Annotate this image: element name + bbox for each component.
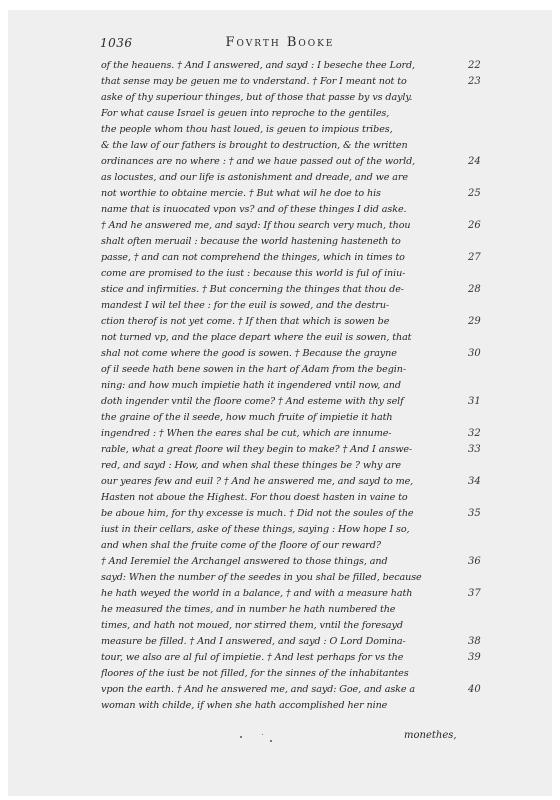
text-line	[8, 634, 552, 650]
verse-number: 32	[468, 428, 481, 439]
line-text: ordinances are no where : † and we haue passed out of the world,	[101, 156, 416, 167]
text-line	[8, 522, 552, 538]
line-text: mandest I wil tel thee : for the euil is sowed, and the destru-	[101, 300, 390, 311]
verse-number: 28	[468, 284, 481, 295]
text-line	[8, 106, 552, 122]
page-header	[8, 32, 552, 54]
text-line	[8, 698, 552, 714]
text-line	[8, 346, 552, 362]
text-line	[8, 282, 552, 298]
line-text: & the law of our fathers is brought to destruction, & the written	[101, 140, 408, 151]
text-line	[8, 330, 552, 346]
ink-speck	[240, 736, 242, 738]
line-text: not turned vp, and the place depart where the euil is sowen, that	[101, 332, 412, 343]
text-line	[8, 234, 552, 250]
verse-number: 33	[468, 444, 481, 455]
line-text: doth ingender vntil the floore come? † And esteme with thy self	[101, 396, 404, 407]
line-text: name that is inuocated vpon vs? and of these thinges I did aske.	[101, 204, 407, 215]
text-line	[8, 586, 552, 602]
line-text: and when shal the fruite come of the floore of our reward?	[101, 540, 381, 551]
line-text: not worthie to obtaine mercie. † But what wil he doe to his	[101, 188, 381, 199]
text-line	[8, 250, 552, 266]
line-text: sayd: When the number of the seedes in you shal be filled, because	[101, 572, 422, 583]
text-line	[8, 650, 552, 666]
text-line	[8, 362, 552, 378]
text-line	[8, 490, 552, 506]
line-text: vpon the earth. † And he answered me, and sayd: Goe, and aske a	[101, 684, 416, 695]
verse-number: 22	[468, 60, 481, 71]
text-line	[8, 426, 552, 442]
text-line	[8, 618, 552, 634]
catchword: monethes,	[404, 730, 457, 741]
verse-number: 29	[468, 316, 481, 327]
book-page	[8, 10, 552, 796]
text-line	[8, 74, 552, 90]
text-line	[8, 410, 552, 426]
text-line	[8, 138, 552, 154]
line-text: he hath weyed the world in a balance, † and with a measure hath	[101, 588, 413, 599]
text-line	[8, 266, 552, 282]
text-line	[8, 90, 552, 106]
text-line	[8, 298, 552, 314]
line-text: aske of thy superiour thinges, but of those that passe by vs dayly.	[101, 92, 413, 103]
page-number: 1036	[100, 36, 133, 50]
line-text: measure be filled. † And I answered, and sayd : O Lord Domina-	[101, 636, 406, 647]
text-line	[8, 314, 552, 330]
line-text: stice and infirmities. † But concerning the thinges that thou de-	[101, 284, 404, 295]
line-text: shalt often meruail : because the world hastening hasteneth to	[101, 236, 401, 247]
text-line	[8, 458, 552, 474]
text-line	[8, 538, 552, 554]
line-text: our yeares few and euil ? † And he answered me, and sayd to me,	[101, 476, 414, 487]
verse-number: 24	[468, 156, 481, 167]
text-line	[8, 122, 552, 138]
text-line	[8, 570, 552, 586]
running-head: Fovrth Booke	[225, 35, 335, 50]
line-text: For what cause Israel is geuen into reproche to the gentiles,	[101, 108, 390, 119]
line-text: woman with childe, if when she hath accomplished her nine	[101, 700, 388, 711]
text-line	[8, 666, 552, 682]
line-text: the graine of the il seede, how much fruite of impietie it hath	[101, 412, 393, 423]
verse-number: 34	[468, 476, 481, 487]
text-line	[8, 186, 552, 202]
line-text: iust in their cellars, aske of these things, saying : How hope I so,	[101, 524, 410, 535]
line-text: ingendred : † When the eares shal be cut, which are innume-	[101, 428, 392, 439]
line-text: he measured the times, and in number he hath numbered the	[101, 604, 396, 615]
line-text: be aboue him, for thy excesse is much. † Did not the soules of the	[101, 508, 414, 519]
verse-number: 35	[468, 508, 481, 519]
line-text: that sense may be geuen me to vnderstand. † For I meant not to	[101, 76, 407, 87]
line-text: ning: and how much impietie hath it ingendered vntil now, and	[101, 380, 401, 391]
line-text: rable, what a great floore wil they begin to make? † And I answe-	[101, 444, 413, 455]
verse-number: 26	[468, 220, 481, 231]
text-line	[8, 506, 552, 522]
text-line	[8, 58, 552, 74]
line-text: tour, we also are al ful of impietie. † And lest perhaps for vs the	[101, 652, 404, 663]
text-line	[8, 442, 552, 458]
text-line	[8, 378, 552, 394]
verse-number: 27	[468, 252, 481, 263]
text-line	[8, 554, 552, 570]
line-text: come are promised to the iust : because this world is ful of iniu-	[101, 268, 406, 279]
line-text: † And Ieremiel the Archangel answered to those things, and	[101, 556, 388, 567]
verse-number: 36	[468, 556, 481, 567]
verse-number: 30	[468, 348, 481, 359]
verse-number: 25	[468, 188, 481, 199]
verse-number: 38	[468, 636, 481, 647]
text-line	[8, 682, 552, 698]
verse-number: 31	[468, 396, 481, 407]
line-text: the people whom thou hast loued, is geuen to impious tribes,	[101, 124, 393, 135]
line-text: as locustes, and our life is astonishment and dreade, and we are	[101, 172, 408, 183]
line-text: shal not come where the good is sowen. † Because the grayne	[101, 348, 397, 359]
line-text: of the heauens. † And I answered, and sayd : I beseche thee Lord,	[101, 60, 415, 71]
verse-number: 39	[468, 652, 481, 663]
line-text: of il seede hath bene sowen in the hart of Adam from the begin-	[101, 364, 406, 375]
line-text: † And he answered me, and sayd: If thou search very much, thou	[101, 220, 411, 231]
text-line	[8, 474, 552, 490]
text-line	[8, 154, 552, 170]
verse-number: 40	[468, 684, 481, 695]
line-text: ction therof is not yet come. † If then that which is sowen be	[101, 316, 390, 327]
line-text: floores of the iust be not filled, for the sinnes of the inhabitantes	[101, 668, 409, 679]
line-text: red, and sayd : How, and when shal these thinges be ? why are	[101, 460, 402, 471]
text-line	[8, 218, 552, 234]
body-text	[8, 58, 552, 714]
line-text: Hasten not aboue the Highest. For thou doest hasten in vaine to	[101, 492, 408, 503]
text-line	[8, 602, 552, 618]
line-text: passe, † and can not comprehend the thinges, which in times to	[101, 252, 405, 263]
line-text: times, and hath not moued, nor stirred them, vntil the foresayd	[101, 620, 403, 631]
verse-number: 37	[468, 588, 481, 599]
verse-number: 23	[468, 76, 481, 87]
text-line	[8, 170, 552, 186]
ink-speck	[262, 734, 263, 735]
text-line	[8, 394, 552, 410]
ink-speck	[270, 740, 272, 742]
text-line	[8, 202, 552, 218]
